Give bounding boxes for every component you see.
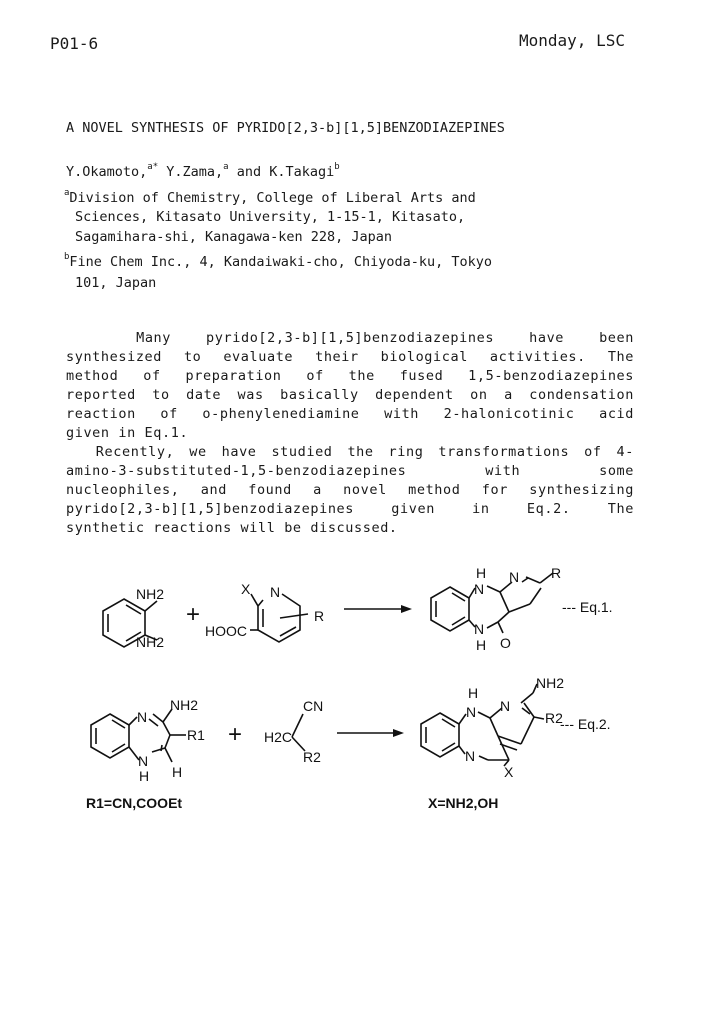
session-label: Monday, LSC bbox=[519, 31, 625, 50]
abstract-code: P01-6 bbox=[50, 34, 99, 53]
abstract-line: reaction of o-phenylenediamine with 2-halonicotinic acid bbox=[66, 406, 634, 422]
eq1-b-halogen: X bbox=[241, 581, 251, 597]
eq2-p-n1: N bbox=[466, 704, 477, 720]
eq1-b-ring-n: N bbox=[270, 584, 281, 600]
eq2-caption-r1: R1=CN,COOEt bbox=[86, 795, 183, 811]
eq1-plus-sign: + bbox=[186, 601, 201, 628]
abstract-line: synthesized to evaluate their biological activities. The bbox=[66, 349, 634, 365]
eq2-p-ring-n: N bbox=[500, 698, 511, 714]
affiliation-a-line-2: Sciences, Kitasato University, 1-15-1, Kitasato, bbox=[75, 209, 466, 225]
eq2-p-nh-h: H bbox=[468, 685, 479, 701]
eq2-a-n1: N bbox=[138, 753, 149, 769]
eq2-caption-x: X=NH2,OH bbox=[428, 795, 499, 811]
eq1-b-r-group: R bbox=[314, 608, 325, 624]
author-takagi-affil: b bbox=[334, 162, 340, 172]
paper-title: A NOVEL SYNTHESIS OF PYRIDO[2,3-b][1,5]BENZODIAZEPINES bbox=[66, 120, 505, 136]
eq2-p-x-group: X bbox=[504, 764, 514, 780]
affiliation-b-mark: b bbox=[64, 252, 70, 262]
eq1-b-carboxyl: HOOC bbox=[205, 623, 247, 639]
eq2-tag: --- Eq.2. bbox=[560, 716, 611, 732]
eq1-product-structure bbox=[431, 573, 553, 633]
eq2-a-nh-h: H bbox=[139, 768, 150, 784]
abstract-line: reported to date was basically dependent on a condensation bbox=[66, 387, 634, 403]
eq1-p-oxo: O bbox=[500, 635, 511, 651]
abstract-line: nucleophiles, and found a novel method for synthesizing bbox=[66, 482, 634, 498]
eq1-p-r-group: R bbox=[551, 565, 562, 581]
eq2-a-n4: N bbox=[137, 709, 148, 725]
eq2-a-ch-h: H bbox=[172, 764, 183, 780]
acetonitrile-structure bbox=[292, 714, 305, 751]
abstract-line: Many pyrido[2,3-b][1,5]benzodiazepines have been bbox=[66, 330, 634, 346]
abstract-line: Recently, we have studied the ring transformations of 4- bbox=[66, 444, 634, 460]
affiliation-b-line-1: Fine Chem Inc., 4, Kandaiwaki-cho, Chiyoda-ku, Tokyo bbox=[69, 254, 493, 270]
abstract-line: pyrido[2,3-b][1,5]benzodiazepines given in Eq.2. The bbox=[66, 501, 634, 517]
halonicotinic-acid-structure bbox=[250, 594, 308, 642]
eq2-p-r2: R2 bbox=[545, 710, 563, 726]
author-zama: Y.Zama, bbox=[166, 164, 224, 180]
abstract-line: given in Eq.1. bbox=[66, 425, 189, 441]
eq1-p-n1: N bbox=[474, 581, 485, 597]
eq1-tag: --- Eq.1. bbox=[562, 599, 613, 615]
abstract-line: method of preparation of the fused 1,5-benzodiazepines bbox=[66, 368, 634, 384]
affiliation-b-line-2: 101, Japan bbox=[75, 275, 157, 291]
eq2-b-nitrile: CN bbox=[303, 698, 324, 714]
author-okamoto: Y.Okamoto, bbox=[66, 164, 148, 180]
author-zama-affil: a bbox=[223, 162, 229, 172]
abstract-line: amino-3-substituted-1,5-benzodiazepines with some bbox=[66, 463, 634, 479]
eq1-p-ring-n: N bbox=[509, 569, 520, 585]
eq2-a-amine: NH2 bbox=[170, 697, 199, 713]
eq2-plus-sign: + bbox=[228, 721, 243, 748]
eq2-b-r2: R2 bbox=[303, 749, 321, 765]
abstract-line: synthetic reactions will be discussed. bbox=[66, 520, 398, 536]
author-okamoto-affil: a* bbox=[147, 162, 159, 172]
affiliation-a-line-1: Division of Chemistry, College of Liberal Arts and bbox=[69, 190, 476, 206]
eq1-a-amine-bottom: NH2 bbox=[136, 634, 165, 650]
eq2-p-n2: N bbox=[465, 748, 476, 764]
eq2-a-r1: R1 bbox=[187, 727, 205, 743]
eq1-a-amine-top: NH2 bbox=[136, 586, 165, 602]
eq1-p-nh-h: H bbox=[476, 565, 487, 581]
author-takagi: and K.Takagi bbox=[236, 164, 335, 180]
eq2-p-amine: NH2 bbox=[536, 675, 565, 691]
eq2-b-methylene: H2C bbox=[264, 729, 293, 745]
eq1-p-nh-h-2: H bbox=[476, 637, 487, 653]
affiliation-a-mark: a bbox=[64, 188, 70, 198]
eq2-product-structure bbox=[421, 684, 544, 766]
affiliation-a-line-3: Sagamihara-shi, Kanagawa-ken 228, Japan bbox=[75, 229, 392, 245]
eq1-p-n2: N bbox=[474, 621, 485, 637]
